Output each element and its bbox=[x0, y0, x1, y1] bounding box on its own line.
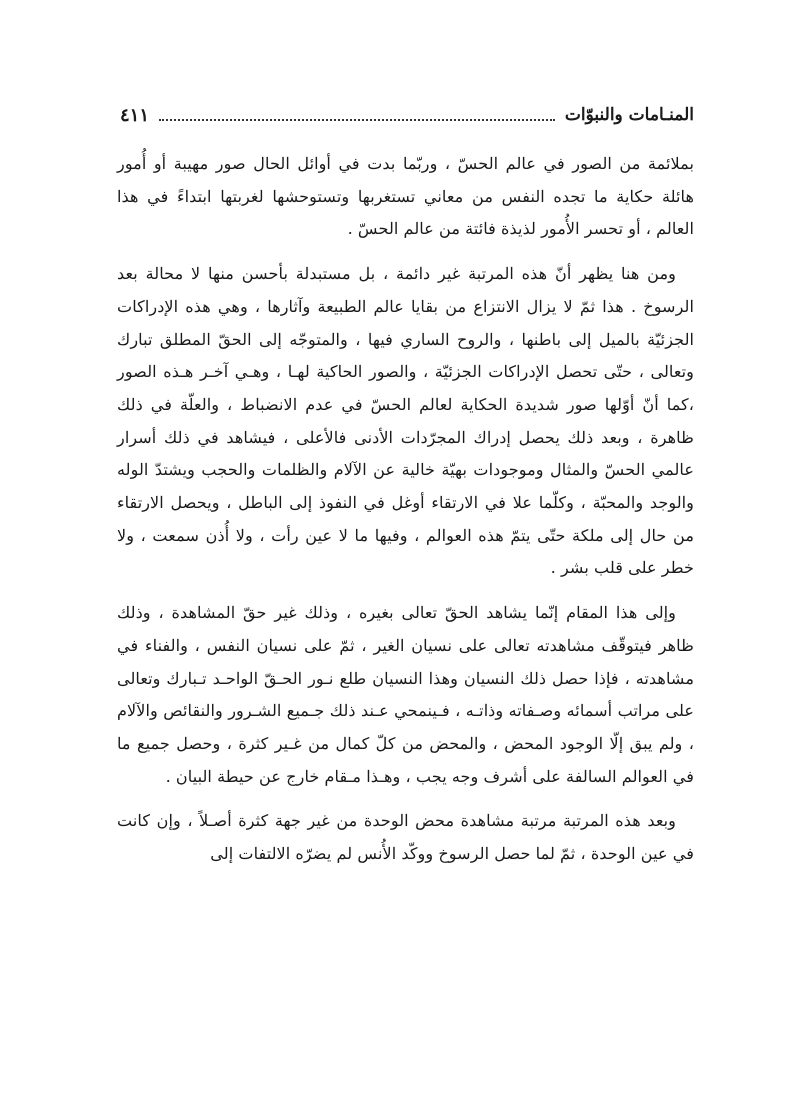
page-number: ٤١١ bbox=[120, 104, 150, 126]
running-header bbox=[120, 100, 694, 130]
chapter-title: المنـامات والنبوّات bbox=[564, 105, 694, 125]
paragraph-1: بملائمة من الصور في عالم الحسّ ، وربّما بدت في أوائل الحال صور مهيبة أو أُمور هائلة حكاية ما تجده النفس من معاني تستغربها وتستوحشها لغربتها ابتداءً في هذا العالم ، أو تحسر الأُمور لذيذة فائتة من عالم الحسّ . bbox=[117, 154, 694, 239]
paragraph-2: ومن هنا يظهر أنّ هذه المرتبة غير دائمة ، بل مستبدلة بأحسن منها لا محالة بعد الرسوخ . هذا ثمّ لا يزال الانتزاع من بقايا عالم الطبيعة وآثارها ، وهي هذه الإدراكات الجزئيّة بالميل إلى باطنها ، والروح الساري فيها ، والمتوجّه إلى الحقّ المطلق تبارك وتعالى ، حتّى تحصل الإدراكات الجزئيّة ، والصور الحاكية لهـا ، وهـي آخـر هـذه الصور ،كما أنّ أوّلها صور شديدة الحكاية لعالم الحسّ في عدم الانضباط ، والعلّة في ذلك ظاهرة ، وبعد ذلك يحصل إدراك المجرّدات الأدنى فالأعلى ، فيشاهد في ذلك أسرار عالمي الحسّ والمثال وموجودات بهيّة خالية عن الآلام والظلمات والحجب ويشتدّ الوله والوجد والمحبّة ، وكلّما علا في الارتقاء أوغل في النفوذ إلى الباطل ، ويحصل الارتقاء من حال إلى ملكة حتّى يتمّ هذه العوالم ، وفيها ما لا عين رأت ، ولا أُذن سمعت ، ولا خطر على قلب بشر . bbox=[117, 264, 694, 578]
paragraph-4: وبعد هذه المرتبة مرتبة مشاهدة محض الوحدة من غير جهة كثرة أصـلاً ، وإن كانت في عين الوحدة ، ثمّ لما حصل الرسوخ ووكّد الأُنس لم يضرّه الالتفات إلى bbox=[117, 811, 694, 864]
dot-leader bbox=[159, 119, 555, 121]
paragraph-3: وإلى هذا المقام إنّما يشاهد الحقّ تعالى بغيره ، وذلك غير حقّ المشاهدة ، وذلك ظاهر فيتوقّف مشاهدته تعالى على نسيان الغير ، ثمّ على نسيان النفس ، والفناء في مشاهدته ، فإذا حصل ذلك النسيان وهذا النسيان طلع نـور الحـقّ الواحـد تـبارك وتعالى على مراتب أسمائه وصـفاته وذاتـه ، فـينمحي عـند ذلك جـميع الشـرور والنقائص والآلام ، ولم يبق إلّا الوجود المحض ، والمحض من كلّ كمال من غـير كثرة ، وحصل جميع ما في العوالم السالفة على أشرف وجه يجب ، وهـذا مـقام خارج عن حيطة البيان . bbox=[117, 603, 694, 786]
body-text bbox=[117, 148, 694, 883]
